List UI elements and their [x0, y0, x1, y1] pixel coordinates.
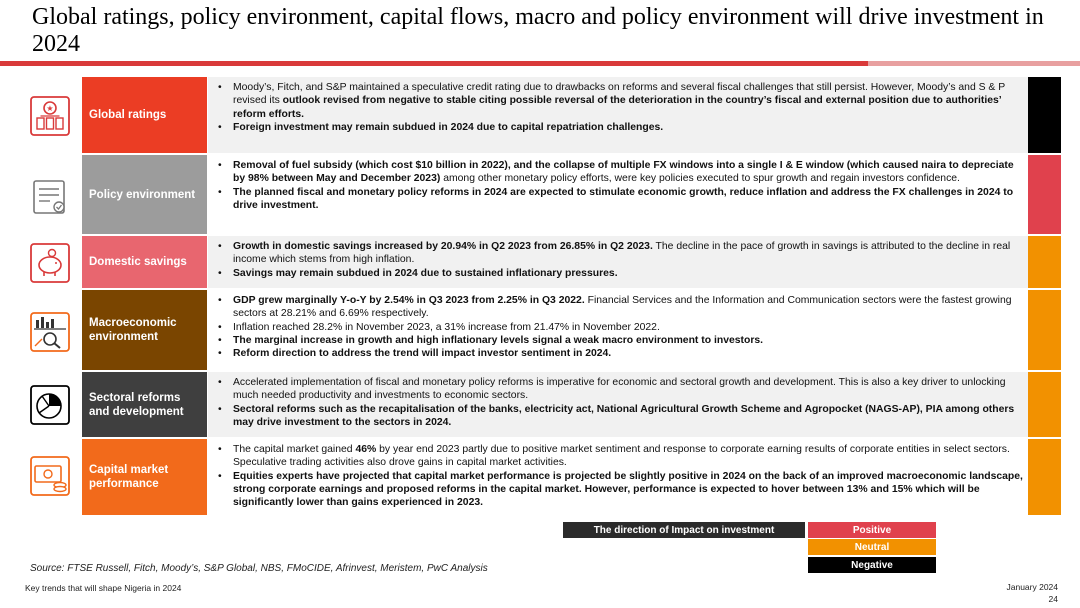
legend-neutral: Neutral	[808, 539, 936, 555]
bullet-text-bold: Sectoral reforms such as the recapitalisation of the banks, electricity act, National Agricultural Growth Scheme and Agropocket (NAGS-AP), PIA among others may drive investment to the sectors in 2024.	[233, 403, 1015, 428]
impact-indicator	[1028, 439, 1061, 515]
bullet-text-bold: The planned fiscal and monetary policy reforms in 2024 are expected to stimulate economic growth, reduce inflation and address the FX challenges in 2024 to drive investment.	[233, 186, 1014, 211]
row-label: Sectoral reforms and development	[82, 372, 207, 437]
bullet-item	[218, 470, 1024, 510]
bullet-item	[218, 240, 1024, 267]
impact-indicator	[1028, 290, 1061, 370]
bullet-text-after: Financial Services and the Information and Communication sectors were the fastest growing sectors at 28.21% and 6.69% respectively.	[233, 295, 1012, 320]
bullet-text-bold: 46%	[355, 444, 377, 455]
page-title: Global ratings, policy environment, capital flows, macro and policy environment will drive investment in 2024	[32, 4, 1044, 57]
row-label: Domestic savings	[82, 236, 207, 288]
bullet-item	[218, 186, 1024, 213]
economy-analysis-icon	[30, 312, 70, 352]
row-label: Macroeconomic environment	[82, 290, 207, 370]
bullet-text-bold: Removal of fuel subsidy (which cost $10 billion in 2022), and the collapse of multiple FX windows into a single I & E window (which caused naira to depreciate by 98% between May and December 2023)	[233, 160, 1014, 185]
footer-date: January 2024	[1006, 582, 1058, 592]
bullet-text-plain: The capital market gained	[233, 444, 356, 455]
piggy-bank-icon	[30, 243, 70, 283]
policy-document-icon	[30, 177, 70, 217]
bullet-text-bold: outlook revised from negative to stable citing possible reversal of the deterioration in the country’s fiscal and external position due to authorities’ reform efforts.	[233, 95, 1002, 120]
bullet-text-bold: Reform direction to address the trend will impact investor sentiment in 2024.	[233, 348, 612, 360]
row-content	[208, 290, 1028, 370]
bullet-item	[218, 321, 1024, 334]
svg-text:★: ★	[46, 104, 54, 113]
bullet-text-bold: Foreign investment may remain subdued in 2024 due to capital repatriation challenges.	[233, 121, 664, 133]
page-number: 24	[1048, 594, 1058, 604]
bullet-item	[218, 121, 1024, 134]
pie-chart-icon	[30, 385, 70, 425]
bullet-item	[218, 81, 1024, 121]
bullet-item	[218, 443, 1024, 470]
title-divider-tail	[868, 61, 1080, 66]
bullet-text-plain: Accelerated implementation of fiscal and monetary policy reforms is imperative for economic and sectoral growth and development. This is also a key driver to unlocking much needed productivity and investments to economic sectors.	[233, 377, 1006, 402]
row-label: Capital market performance	[82, 439, 207, 515]
bullet-item	[218, 159, 1024, 186]
impact-indicator	[1028, 236, 1061, 288]
impact-indicator	[1028, 372, 1061, 437]
row-content	[208, 77, 1028, 153]
impact-indicator	[1028, 77, 1061, 153]
row-label: Policy environment	[82, 155, 207, 234]
row-label: Global ratings	[82, 77, 207, 153]
bullet-item	[218, 294, 1024, 321]
bullet-item	[218, 376, 1024, 403]
row-content	[208, 155, 1028, 234]
bullet-item	[218, 403, 1024, 430]
footer-report-name: Key trends that will shape Nigeria in 2024	[25, 583, 182, 593]
bullet-text-after: The decline in the pace of growth in savings is attributed to the decline in real income which stems from high inflation.	[233, 241, 1011, 266]
bullet-item	[218, 267, 1024, 280]
bullet-text-after: among other monetary policy efforts, were key policies executed to spur growth and regain investors confidence.	[440, 173, 960, 185]
bullet-item	[218, 347, 1024, 360]
source-note: Source: FTSE Russell, Fitch, Moody’s, S&P Global, NBS, FMoCIDE, Afrinvest, Meristem, PwC Analysis	[30, 563, 488, 574]
bullet-text-bold: Growth in domestic savings increased by 20.94% in Q2 2023 from 26.85% in Q2 2023.	[233, 241, 653, 252]
legend-negative: Negative	[808, 557, 936, 573]
bullet-text-bold: GDP grew marginally Y-o-Y by 2.54% in Q3 2023 from 2.25% in Q3 2022.	[233, 295, 585, 306]
legend-title: The direction of Impact on investment	[563, 522, 805, 538]
money-icon	[30, 456, 70, 496]
bullet-item	[218, 334, 1024, 347]
bullet-text-plain: Moody’s, Fitch, and S&P maintained a speculative credit rating due to drawbacks on reforms and several fiscal challenges that still persist. However, Moody’s and S & P revised its	[233, 82, 1005, 107]
impact-indicator	[1028, 155, 1061, 234]
row-content	[208, 372, 1028, 437]
bullet-text-after: by year end 2023 partly due to positive market sentiment and response to corporate earning results of corporate entities in select sectors. Speculative trading activities also drove gains in capital market activities.	[233, 444, 1010, 469]
ratings-icon	[30, 96, 70, 136]
footer-meta	[1006, 581, 1058, 605]
bullet-text-bold: Equities experts have projected that capital market performance is projected be slightly positive in 2024 on the back of an improved macroeconomic landscape, strong corporate earnings and proposed reforms in the capital market. However, performance is expected to hover between 13% and 15% which will be significantly lower than gains experienced in 2023.	[233, 470, 1023, 509]
legend-positive: Positive	[808, 522, 936, 538]
bullet-text-plain: Inflation reached 28.2% in November 2023, a 31% increase from 21.47% in November 2022.	[233, 321, 660, 333]
bullet-text-bold: Savings may remain subdued in 2024 due to sustained inflationary pressures.	[233, 267, 618, 279]
bullet-text-bold: The marginal increase in growth and high inflationary levels signal a weak macro environment to investors.	[233, 334, 764, 346]
row-content	[208, 236, 1028, 288]
row-content	[208, 439, 1028, 515]
